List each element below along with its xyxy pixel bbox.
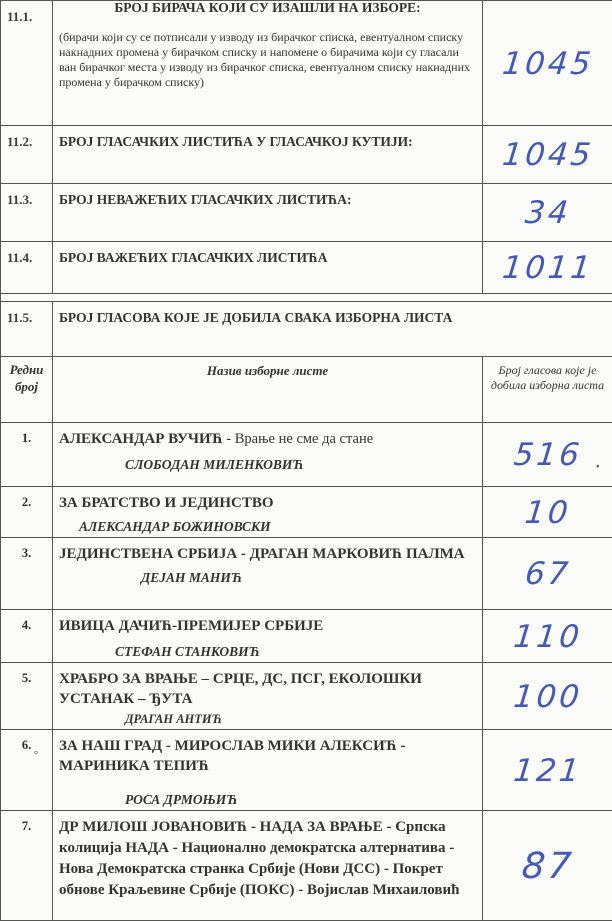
handwritten-value: 1045 (479, 126, 612, 184)
section-title: БРОЈ НЕВАЖЕЋИХ ГЛАСАЧКИХ ЛИСТИЋА: (53, 184, 483, 242)
list-row (1, 730, 612, 811)
list-name-cell (53, 487, 483, 538)
handwritten-votes: 100 (479, 663, 612, 730)
list-name-cell (53, 663, 483, 730)
section-number: 11.5. (1, 302, 53, 357)
section-number: 11.4. (1, 242, 53, 294)
list-name-cell (53, 610, 483, 663)
list-number: 5. (1, 663, 53, 730)
list-name-cell (53, 538, 483, 610)
list-name: ЈЕДИНСТВЕНА СРБИЈА - ДРАГАН МАРКОВИЋ ПАЛМА (59, 546, 465, 562)
section-title: БРОЈ ГЛАСОВА КОЈЕ ЈЕ ДОБИЛА СВАКА ИЗБОРНА ЛИСТА (53, 302, 612, 357)
handwritten-value: 1011 (480, 242, 612, 294)
list-name-cell (53, 423, 483, 487)
list-leader: ДЕЈАН МАНИЋ (141, 568, 478, 588)
list-leader: СТЕФАН СТАНКОВИЋ (115, 642, 478, 662)
section-row-11-5 (1, 302, 612, 357)
list-row (1, 538, 612, 610)
list-name-cell (53, 811, 483, 921)
section-title: БРОЈ ВАЖЕЋИХ ГЛАСАЧКИХ ЛИСТИЋА (53, 242, 483, 294)
list-name: ЗА НАШ ГРАД - МИРОСЛАВ МИКИ АЛЕКСИЋ - МАРИНИКА ТЕПИЋ (59, 738, 406, 774)
column-header-number: Редни број (1, 357, 53, 423)
list-number: 4. (1, 610, 53, 663)
list-leader: АЛЕКСАНДАР БОЖИНОВСКИ (79, 517, 478, 537)
section-row-11-4 (1, 242, 612, 294)
list-row (1, 610, 612, 663)
spacer-cell (1, 294, 612, 302)
list-leader: ДРАГАН АНТИЋ (125, 709, 478, 729)
handwritten-votes: 87 (477, 811, 612, 921)
list-row (1, 811, 612, 921)
list-name-cell (53, 730, 483, 811)
section-row-11-2 (1, 126, 612, 184)
column-header-votes: Број гласова које је добила изборна листа (483, 357, 612, 423)
section-title: БРОЈ БИРАЧА КОЈИ СУ ИЗАШЛИ НА ИЗБОРЕ: (53, 0, 482, 16)
handwritten-votes: 110 (480, 610, 612, 663)
list-name-suffix: - Врање не сме да стане (223, 431, 374, 447)
list-leader: СЛОБОДАН МИЛЕНКОВИЋ (125, 455, 478, 475)
section-number: 11.1. (1, 1, 53, 126)
section-row-11-1 (1, 1, 612, 126)
spacer-row (1, 294, 612, 302)
handwritten-votes: 121 (478, 730, 612, 811)
list-number: 3. (1, 538, 53, 610)
list-name: ХРАБРО ЗА ВРАЊЕ – СРЦЕ, ДС, ПСГ, ЕКОЛОШКИ УСТАНАК – ЂУТА (59, 671, 422, 707)
column-header-name: Назив изборне листе (53, 357, 483, 423)
lists-header-row (1, 357, 612, 423)
list-row (1, 663, 612, 730)
handwritten-votes: 516 (479, 423, 612, 487)
handwritten-votes: 10 (480, 487, 612, 538)
list-name: ДР МИЛОШ ЈОВАНОВИЋ - НАДА ЗА ВРАЊЕ - Српска колиција НАДА - Национално демократска алтернатива - Нова Демократска странка Србије (Нови ДСС) - Покрет обнове Краљевине Србије (ПОКС) - Војислав Михаиловић (59, 819, 459, 898)
handwritten-value: 1045 (476, 1, 612, 126)
section-note: (бирачи који су се потписали у изводу из бирачког списка, евентуалном списку накнадних промена у бирачком списку и напомене о бирачима који су гласали ван бирачког места у изводу из бирачког списка, евентуалном списку накнадних промена у бирачком списку) (53, 16, 482, 90)
stray-mark: • (596, 462, 600, 473)
section-content (53, 1, 483, 126)
handwritten-votes: 67 (479, 538, 612, 610)
list-leader: РОСА ДРМОЊИЋ (125, 790, 478, 810)
list-number: 6. (1, 730, 53, 811)
section-title: БРОЈ ГЛАСАЧКИХ ЛИСТИЋА У ГЛАСАЧКОЈ КУТИЈИ: (53, 126, 483, 184)
list-row (1, 423, 612, 487)
list-name: АЛЕКСАНДАР ВУЧИЋ (59, 431, 223, 447)
list-row (1, 487, 612, 538)
section-number: 11.2. (1, 126, 53, 184)
section-number: 11.3. (1, 184, 53, 242)
list-name: ЗА БРАТСТВО И ЈЕДИНСТВО (59, 495, 274, 511)
handwritten-value: 34 (479, 184, 612, 242)
list-name: ИВИЦА ДАЧИЋ-ПРЕМИЈЕР СРБИЈЕ (59, 618, 323, 634)
list-number: 2. (1, 487, 53, 538)
list-number: 1. (1, 423, 53, 487)
section-row-11-3 (1, 184, 612, 242)
list-number: 7. (1, 811, 53, 921)
stray-mark: ° (34, 750, 38, 761)
